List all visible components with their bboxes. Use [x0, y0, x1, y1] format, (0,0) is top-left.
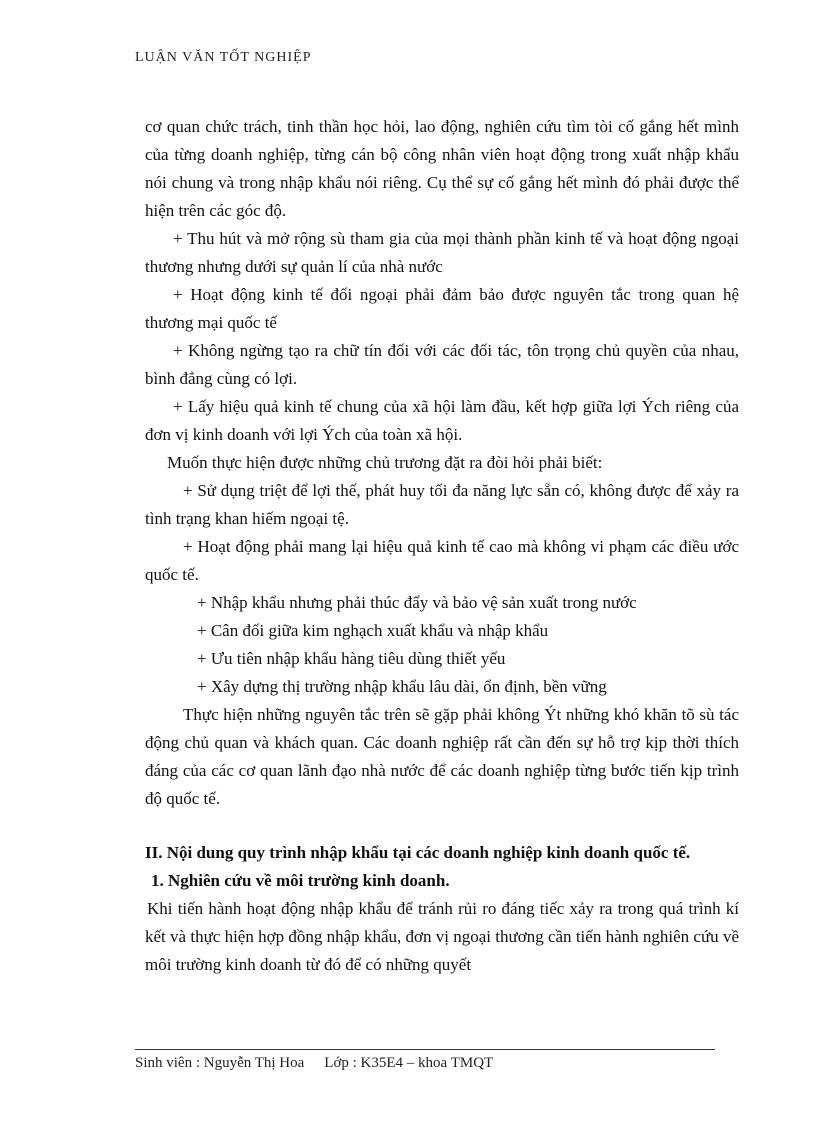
bullet-paragraph: + Hoạt động phải mang lại hiệu quả kinh tế cao mà không vi phạm các điều ước quốc tế. — [145, 537, 739, 584]
page-footer — [135, 1055, 493, 1072]
bullet-paragraph: + Sử dụng triệt để lợi thế, phát huy tối đa năng lực sẵn có, không được để xảy ra tình trạng khan hiếm ngoại tệ. — [145, 481, 739, 528]
section-heading: II. Nội dung quy trình nhập khẩu tại các doanh nghiệp kinh doanh quốc tế. — [145, 843, 691, 862]
paragraph: Khi tiến hành hoạt động nhập khẩu để tránh rủi ro đáng tiếc xảy ra trong quá trình kí kết và thực hiện hợp đồng nhập khẩu, đơn vị ngoại thương cần tiến hành nghiên cứu về môi trường kinh doanh từ đó để có những quyết — [145, 899, 739, 974]
bullet-paragraph: + Không ngừng tạo ra chữ tín đối với các đối tác, tôn trọng chủ quyền của nhau, bình đẳng cùng có lợi. — [145, 341, 739, 388]
bullet-paragraph: + Ưu tiên nhập khẩu hàng tiêu dùng thiết yếu — [197, 649, 506, 668]
paragraph: Muốn thực hiện được những chủ trương đặt ra đòi hỏi phải biết: — [167, 453, 603, 472]
bullet-paragraph: + Thu hút và mở rộng sù tham gia của mọi thành phần kinh tế và hoạt động ngoại thương nhưng dưới sự quản lí của nhà nước — [145, 229, 739, 276]
footer-class: Lớp : K35E4 – khoa TMQT — [324, 1055, 494, 1071]
paragraph: cơ quan chức trách, tinh thần học hỏi, lao động, nghiên cứu tìm tòi cố gắng hết mình của từng doanh nghiệp, từng cán bộ công nhân viên hoạt động trong xuất nhập khẩu nói chung và trong nhập khẩu nói riêng. Cụ thể sự cố gắng hết mình đó phải được thể hiện trên các góc độ. — [145, 117, 739, 220]
footer-student: Sinh viên : Nguyễn Thị Hoa — [135, 1055, 305, 1071]
footer-divider — [135, 1049, 715, 1050]
bullet-paragraph: + Cân đối giữa kim nghạch xuất khẩu và nhập khẩu — [197, 621, 549, 640]
bullet-paragraph: + Hoạt động kinh tế đối ngoại phải đảm bảo được nguyên tắc trong quan hệ thương mại quốc tế — [145, 285, 739, 332]
bullet-paragraph: + Nhập khẩu nhưng phải thúc đẩy và bảo vệ sản xuất trong nước — [197, 593, 637, 612]
bullet-paragraph: + Xây dựng thị trường nhập khẩu lâu dài, ổn định, bền vững — [197, 677, 607, 696]
page-header: LUẬN VĂN TỐT NGHIỆP — [135, 50, 312, 65]
document-body — [145, 113, 739, 979]
subsection-heading: 1. Nghiên cứu về môi trường kinh doanh. — [151, 871, 450, 890]
paragraph: Thực hiện những nguyên tắc trên sẽ gặp phải không Ýt những khó khăn tõ sù tác động chủ quan và khách quan. Các doanh nghiệp rất cần đến sự hỗ trợ kịp thời thích đáng của các cơ quan lãnh đạo nhà nước để các doanh nghiệp từng bước tiến kịp trình độ quốc tế. — [145, 705, 739, 808]
bullet-paragraph: + Lấy hiệu quả kinh tế chung của xã hội làm đầu, kết hợp giữa lợi Ých riêng của đơn vị kinh doanh với lợi Ých của toàn xã hội. — [145, 397, 739, 444]
